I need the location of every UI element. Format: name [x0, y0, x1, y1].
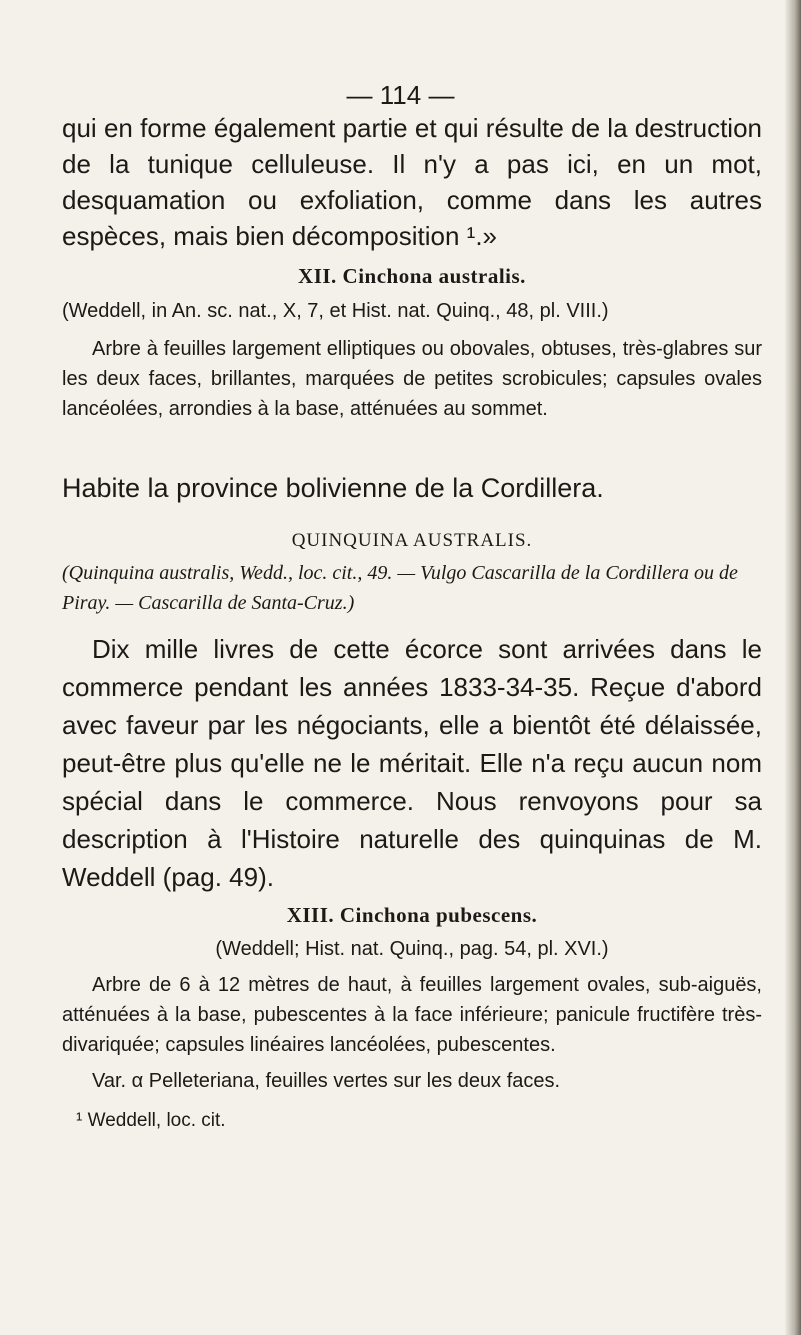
section-13-description: Arbre de 6 à 12 mètres de haut, à feuilles largement ovales, sub-aiguës, atténuées à la base, pubescentes à la face inférieure; panicule fructifère très-divariquée; capsules linéaires lancéolées, pubescentes. — [62, 974, 762, 1056]
section-13-reference: (Weddell; Hist. nat. Quinq., pag. 54, pl. XVI.) — [215, 938, 609, 960]
section-12-heading: XII. Cinchona australis. — [298, 264, 526, 288]
section-13-heading: XIII. Cinchona pubescens. — [286, 903, 538, 927]
section-13-variety: Var. α Pelleteriana, feuilles vertes sur les deux faces. — [92, 1070, 561, 1092]
page-edge-shadow — [785, 0, 801, 1335]
section-12-trade-name: QUINQUINA AUSTRALIS. — [291, 530, 533, 551]
section-12-synonymy: (Quinquina australis, Wedd., loc. cit., 49. — Vulgo Cascarilla de la Cordillera ou de Piray. — Cascarilla de Santa-Cruz.) — [62, 562, 738, 614]
footnote: ¹ Weddell, loc. cit. — [76, 1110, 226, 1131]
section-12-habitat: Habite la province bolivienne de la Cordillera. — [62, 473, 604, 503]
intro-paragraph: qui en forme également partie et qui résulte de la destruction de la tunique celluleuse. Il n'y a pas ici, en un mot, desquamation ou exfoliation, comme dans les autres espèces, mais bien décomposition ¹.» — [62, 113, 762, 251]
section-12-description: Arbre à feuilles largement elliptiques ou obovales, obtuses, très-glabres sur les deux faces, brillantes, marquées de petites scrobicules; capsules ovales lancéolées, arrondies à la base, atténuées au sommet. — [62, 338, 762, 420]
section-12-body: Dix mille livres de cette écorce sont arrivées dans le commerce pendant les années 1833-34-35. Reçue d'abord avec faveur par les négociants, elle a bientôt été délaissée, peut-être plus qu'elle ne le méritait. Elle n'a reçu aucun nom spécial dans le commerce. Nous renvoyons pour sa description à l'Histoire naturelle des quinquinas de M. Weddell (pag. 49). — [62, 634, 762, 892]
page-number: — 114 — — [346, 80, 455, 110]
section-12-reference: (Weddell, in An. sc. nat., X, 7, et Hist. nat. Quinq., 48, pl. VIII.) — [62, 300, 609, 322]
